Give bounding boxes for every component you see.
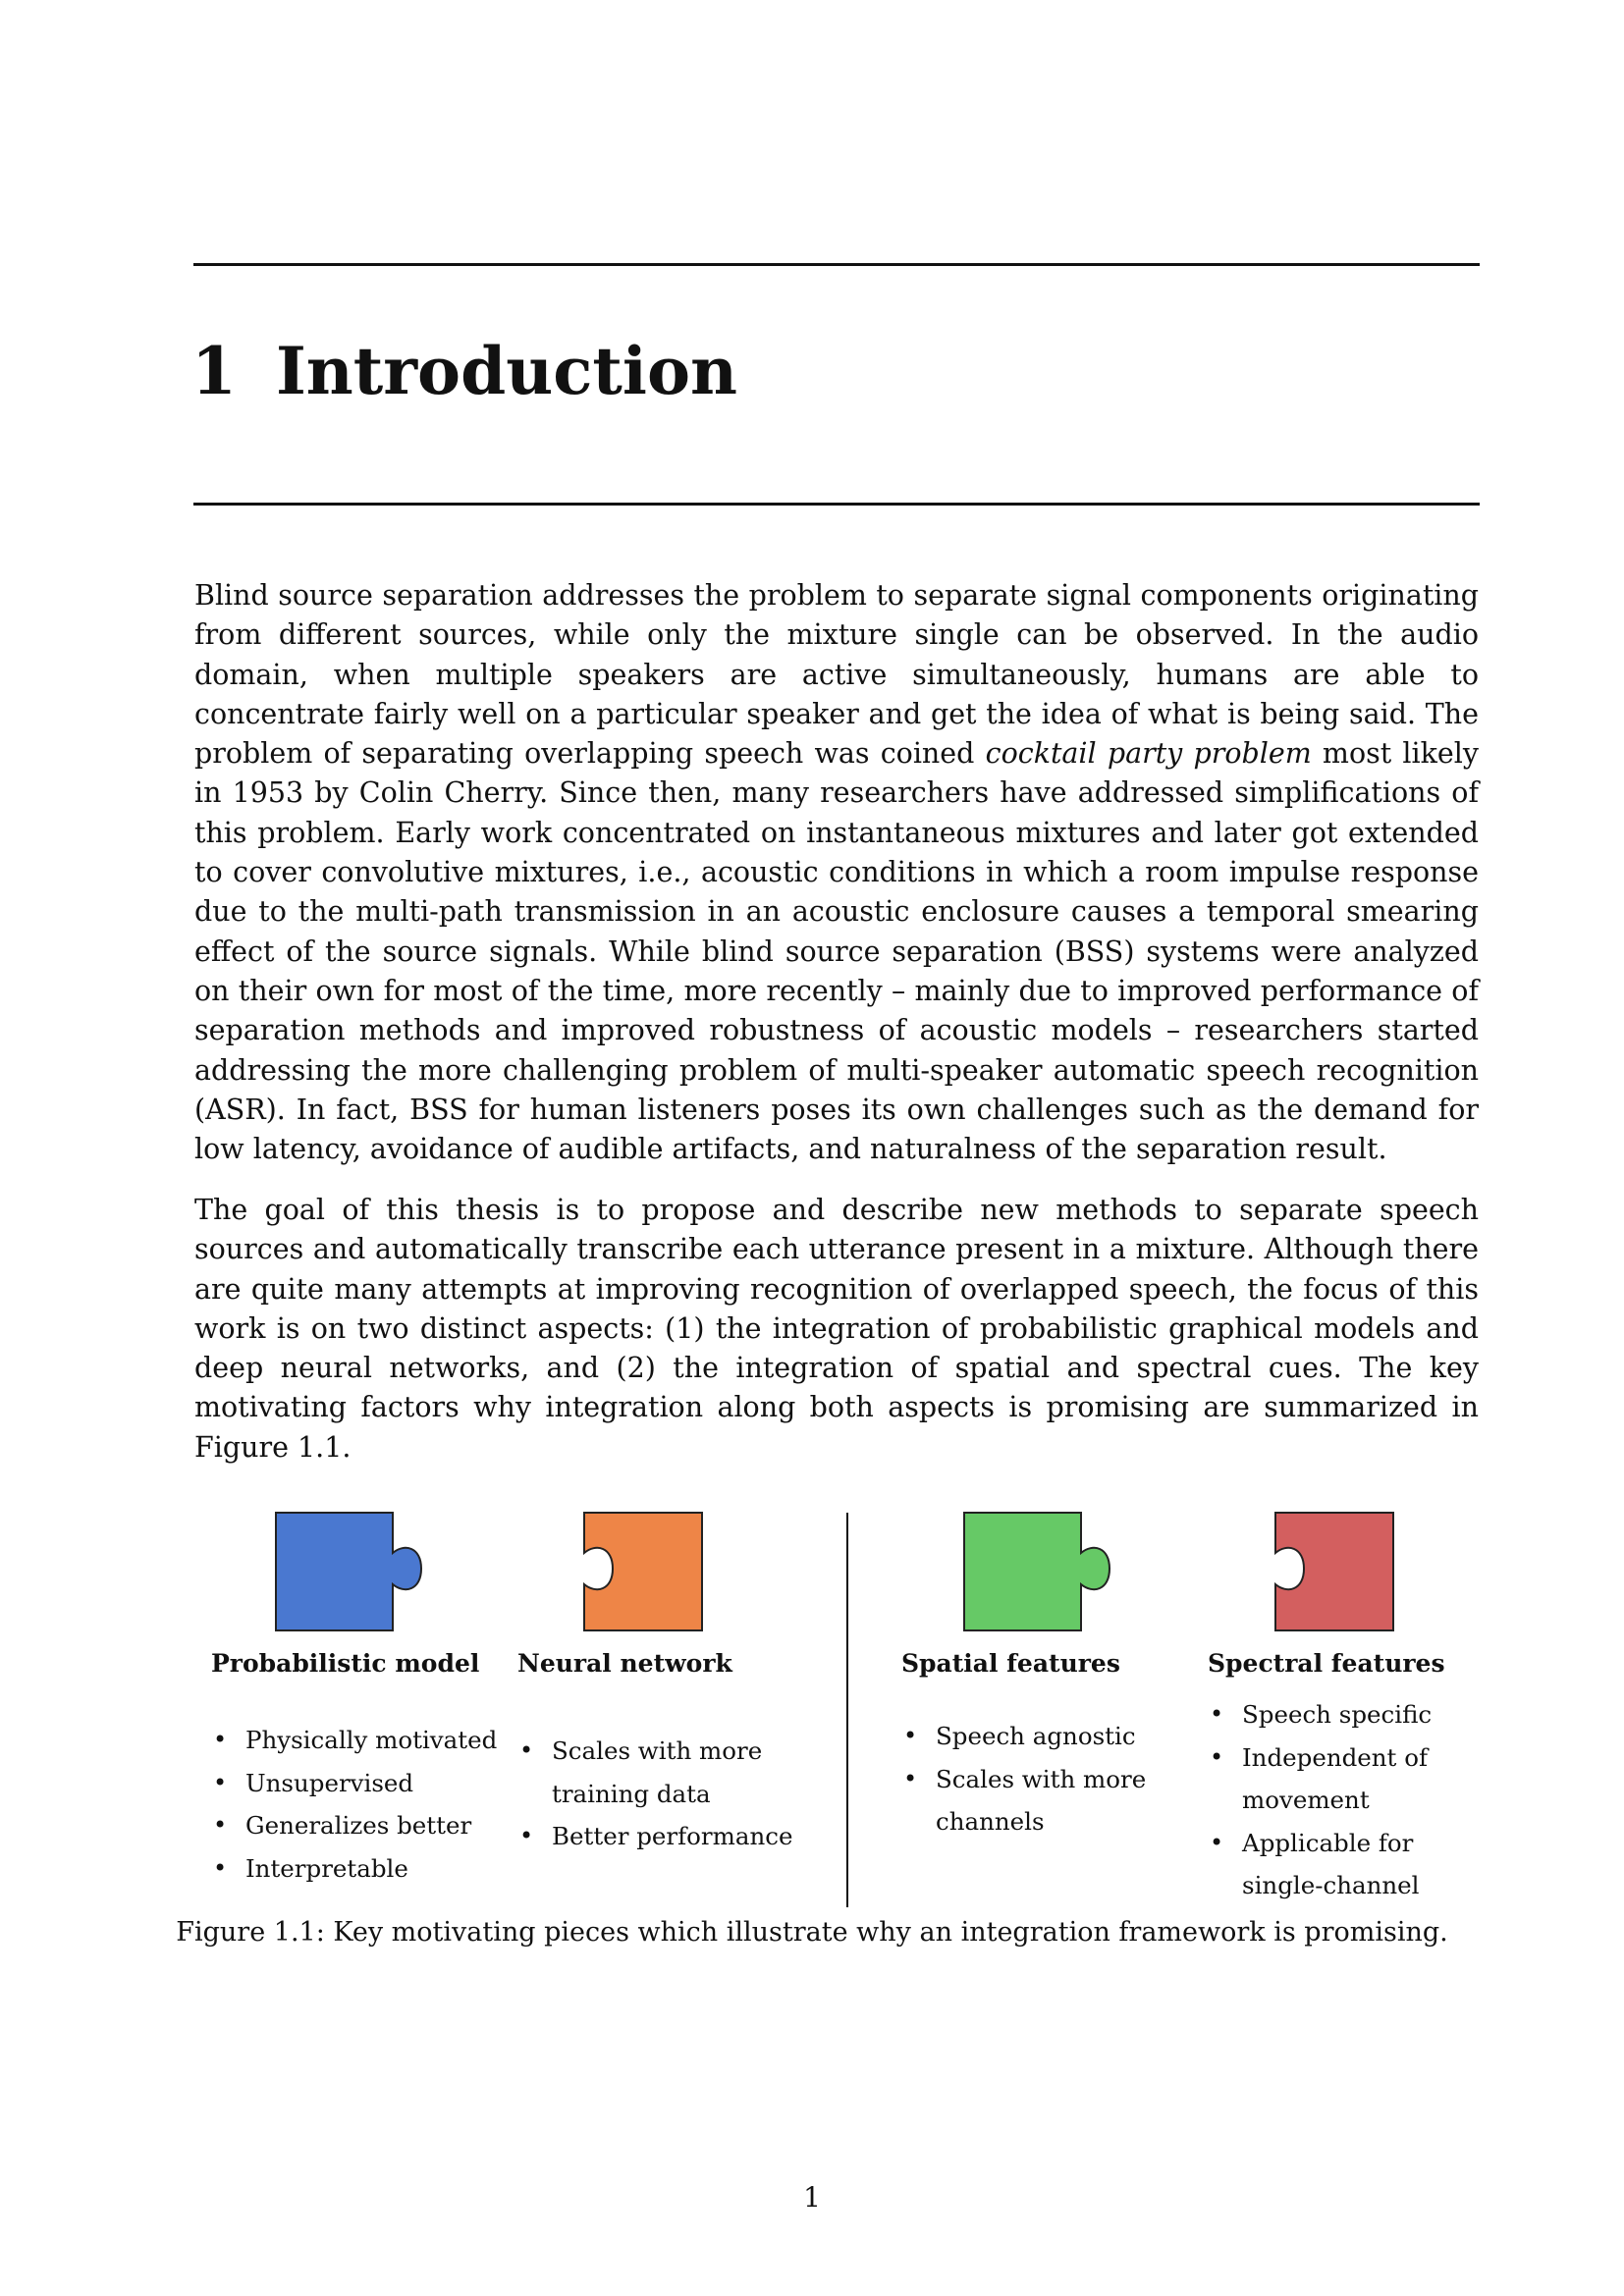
figure-title-probabilistic: Probabilistic model	[211, 1649, 480, 1678]
puzzle-piece-probabilistic-icon	[275, 1512, 432, 1631]
list-item: • Scales with more channels	[901, 1758, 1166, 1843]
figure-caption: Figure 1.1: Key motivating pieces which illustrate why an integration framework is promising.	[176, 1917, 1448, 1948]
bullet-list-probabilistic	[211, 1719, 511, 1890]
list-item: • Independent of movement	[1208, 1736, 1473, 1822]
puzzle-piece-neural-icon	[583, 1512, 705, 1631]
page-number: 1	[803, 2181, 821, 2214]
bullet-list-spatial	[901, 1715, 1166, 1843]
term-cocktail-party: cocktail party problem	[985, 737, 1312, 771]
list-item: • Speech agnostic	[901, 1715, 1166, 1758]
piece-shape	[964, 1513, 1110, 1630]
intro-paragraph-1: Blind source separation addresses the problem to separate signal components originating from different sources, while only the mixture single can be observed. In the audio domain, when multiple speakers are active simultaneously, humans are able to concentrate fairly well on a particular speaker and get the idea of what is being said. The problem of separating overlapping speech was coined cocktail party problem most likely in 1953 by Colin Cherry. Since then, many researchers have addressed simplifications of this problem. Early work concentrated on instantaneous mixtures and later got extended to cover convolutive mixtures, i.e., acoustic conditions in which a room impulse response due to the multi-path transmission in an acoustic enclosure causes a temporal smearing effect of the source signals. While blind source separation (BSS) systems were analyzed on their own for most of the time, more recently – mainly due to improved performance of separation methods and improved robustness of acoustic models – researchers started addressing the more challenging problem of multi-speaker automatic speech recognition (ASR). In fact, BSS for human listeners poses its own challenges such as the demand for low latency, avoidance of audible artifacts, and naturalness of the separation result.	[194, 579, 1479, 1166]
figure-title-spectral: Spectral features	[1208, 1649, 1445, 1678]
list-item: • Interpretable	[211, 1847, 511, 1891]
piece-shape	[276, 1513, 421, 1630]
chapter-number: 1	[191, 333, 237, 409]
list-item: • Physically motivated	[211, 1719, 511, 1762]
figure-title-neural: Neural network	[517, 1649, 732, 1678]
list-item: • Scales with more training data	[517, 1730, 812, 1815]
chapter-title: Introduction	[275, 333, 737, 409]
top-rule	[193, 263, 1480, 266]
list-item: • Applicable for single-channel	[1208, 1822, 1473, 1907]
figure-divider	[846, 1513, 848, 1907]
piece-shape	[584, 1513, 702, 1630]
intro-paragraph-2: The goal of this thesis is to propose and describe new methods to separate speech sources and automatically transcribe each utterance present in a mixture. Although there are quite many attempts at improving recognition of overlapped speech, the focus of this work is on two distinct aspects: (1) the integration of probabilistic graphical models and deep neural networks, and (2) the integration of spatial and spectral cues. The key motivating factors why integration along both aspects is promising are summarized in Figure 1.1.	[194, 1194, 1479, 1464]
puzzle-piece-spectral-icon	[1274, 1512, 1396, 1631]
list-item: • Better performance	[517, 1815, 812, 1858]
list-item: • Speech specific	[1208, 1693, 1473, 1736]
figure-title-spatial: Spatial features	[901, 1649, 1120, 1678]
bullet-list-neural	[517, 1730, 812, 1858]
piece-shape	[1275, 1513, 1393, 1630]
chapter-heading	[191, 333, 737, 409]
list-item: • Unsupervised	[211, 1762, 511, 1805]
bottom-rule	[193, 503, 1480, 506]
bullet-list-spectral	[1208, 1693, 1473, 1907]
list-item: • Generalizes better	[211, 1804, 511, 1847]
puzzle-piece-spatial-icon	[963, 1512, 1120, 1631]
